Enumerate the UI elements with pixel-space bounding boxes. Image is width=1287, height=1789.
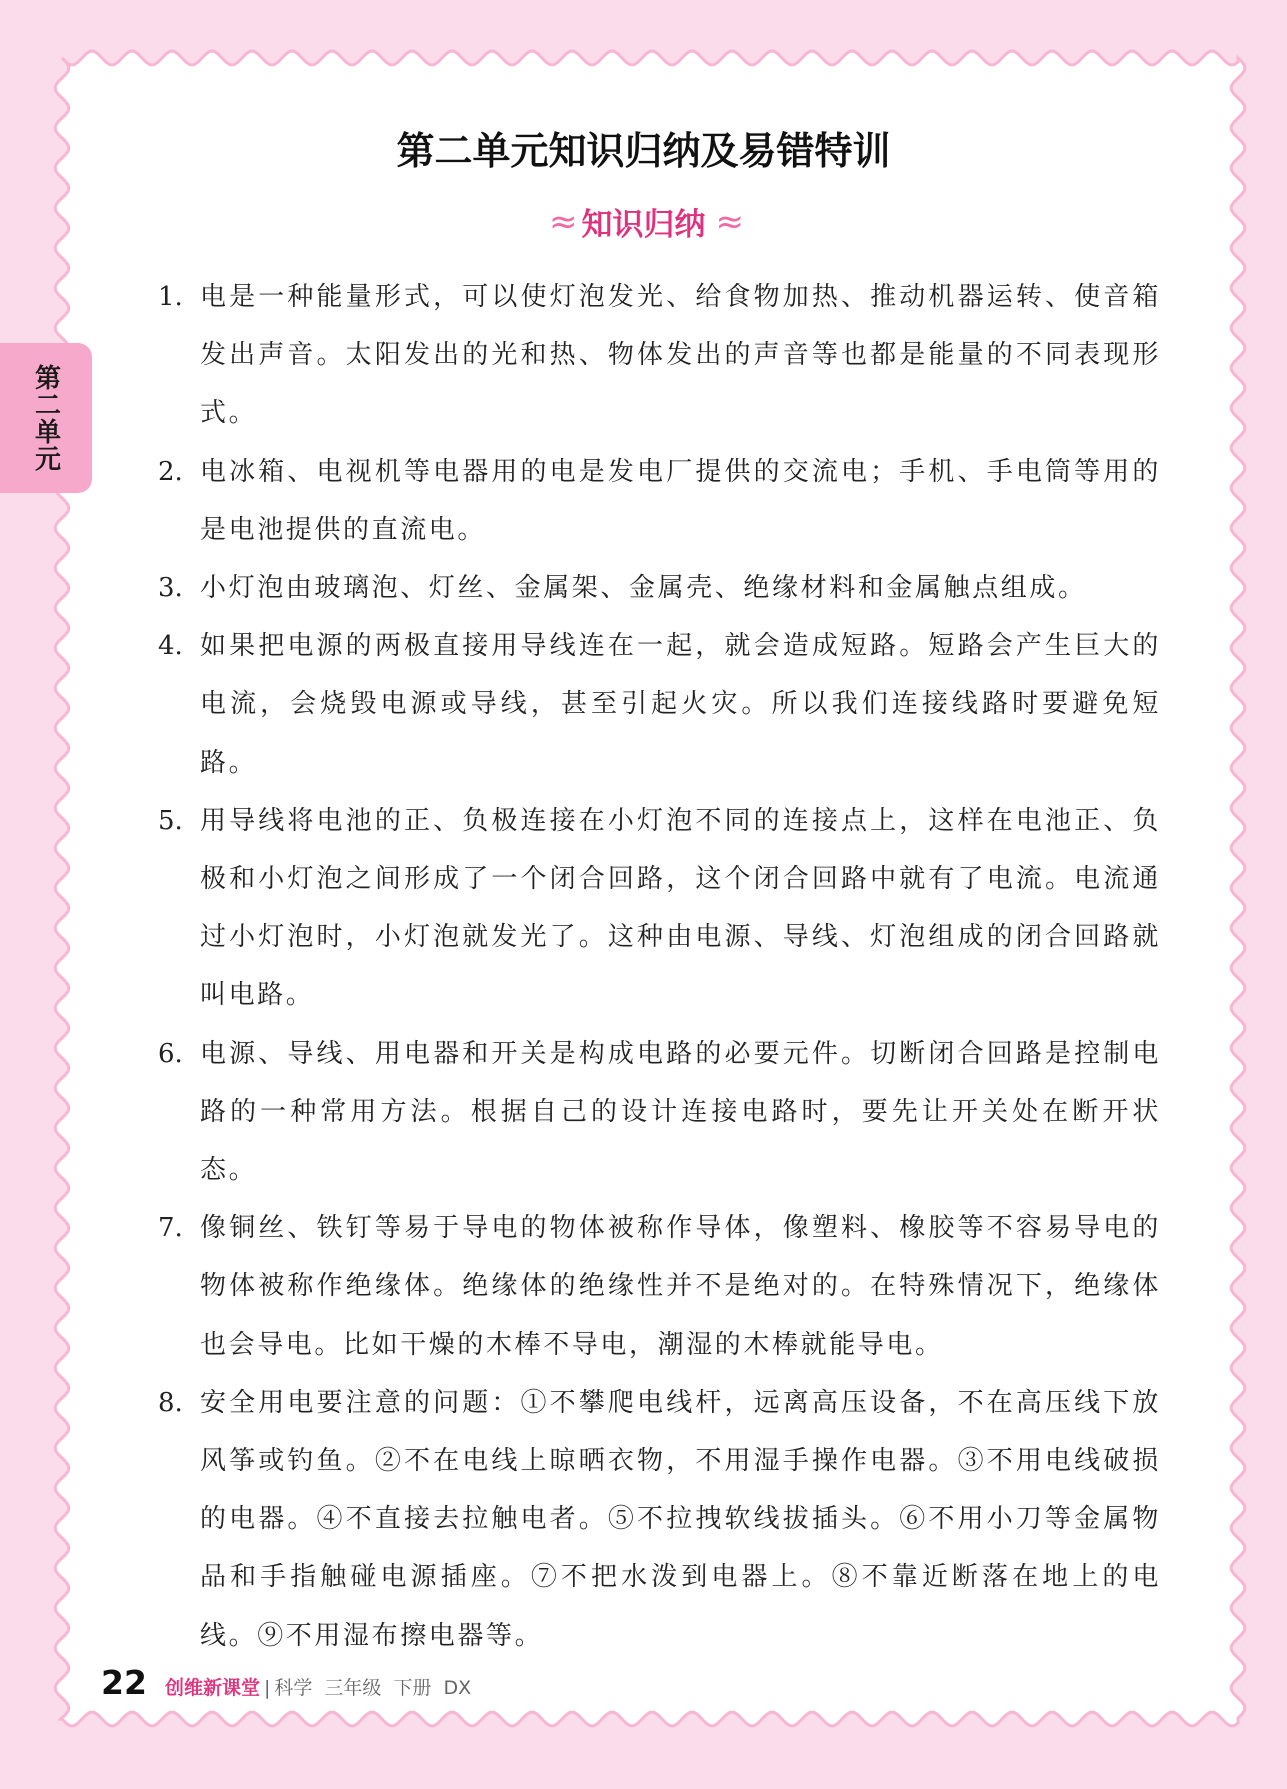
item-number: 6. [158,1038,183,1069]
page-number: 22 [101,1663,147,1702]
list-item [158,1374,1161,1665]
item-number: 2. [158,456,183,487]
item-number: 1. [158,282,183,312]
item-text: 像铜丝、铁钉等易于导电的物体被称作导体，像塑料、橡胶等不容易导电的物体被称作绝缘体。绝缘体的绝缘性并不是绝对的。在特殊情况下，绝缘体也会导电。比如干燥的木棒不导电，潮湿的木棒就能导电。 [200,1213,1161,1360]
list-item [158,1199,1161,1374]
item-text: 电是一种能量形式，可以使灯泡发光、给食物加热、推动机器运转、使音箱发出声音。太阳发出的光和热、物体发出的声音等也都是能量的不同表现形式。 [200,282,1161,429]
list-item [158,792,1161,1025]
list-item [158,1025,1161,1200]
item-text: 电冰箱、电视机等电器用的电是发电厂提供的交流电；手机、手电筒等用的是电池提供的直流电。 [200,456,1161,545]
item-number: 5. [158,805,183,836]
list-item [158,268,1161,443]
section-heading [0,199,1287,244]
item-text: 电源、导线、用电器和开关是构成电路的必要元件。切断闭合回路是控制电路的一种常用方法。根据自己的设计连接电路时，要先让开关处在断开状态。 [200,1038,1161,1186]
book-info: 科学 三年级 下册 DX [274,1677,472,1699]
item-text: 小灯泡由玻璃泡、灯丝、金属架、金属壳、绝缘材料和金属触点组成。 [200,573,1087,604]
item-text: 安全用电要注意的问题：①不攀爬电线杆，远离高压设备，不在高压线下放风筝或钓鱼。②不在电线上晾晒衣物，不用湿手操作电器。③不用电线破损的电器。④不直接去拉触电者。⑤不拉拽软线拔插头。⑥不用小刀等金属物品和手指触碰电源插座。⑦不把水泼到电器上。⑧不靠近断落在地上的电线。⑨不用湿布擦电器等。 [200,1387,1161,1651]
unit-side-tab-label: 第二单元 [30,364,61,472]
list-item [158,443,1161,559]
item-number: 8. [158,1387,183,1418]
page-footer [101,1663,471,1702]
unit-side-tab [0,343,92,493]
knowledge-list [158,268,1161,1665]
item-number: 7. [158,1213,183,1244]
wave-decoration-left-icon: ≈ [549,201,572,242]
section-heading-label: 知识归纳 [581,207,706,243]
list-item [158,617,1161,792]
item-text: 如果把电源的两极直接用导线连在一起，就会造成短路。短路会产生巨大的电流，会烧毁电源或导线，甚至引起火灾。所以我们连接线路时要避免短路。 [200,631,1161,778]
footer-separator: | [263,1677,271,1699]
item-number: 3. [158,573,183,604]
list-item [158,559,1161,617]
brand-name: 创维新课堂 [164,1677,260,1699]
page-title: 第二单元知识归纳及易错特训 [396,129,891,173]
wave-decoration-right-icon: ≈ [715,201,738,242]
item-text: 用导线将电池的正、负极连接在小灯泡不同的连接点上，这样在电池正、负极和小灯泡之间形成了一个闭合回路，这个闭合回路中就有了电流。电流通过小灯泡时，小灯泡就发光了。这种由电源、导线、灯泡组成的闭合回路就叫电路。 [200,805,1161,1011]
item-number: 4. [158,631,183,662]
